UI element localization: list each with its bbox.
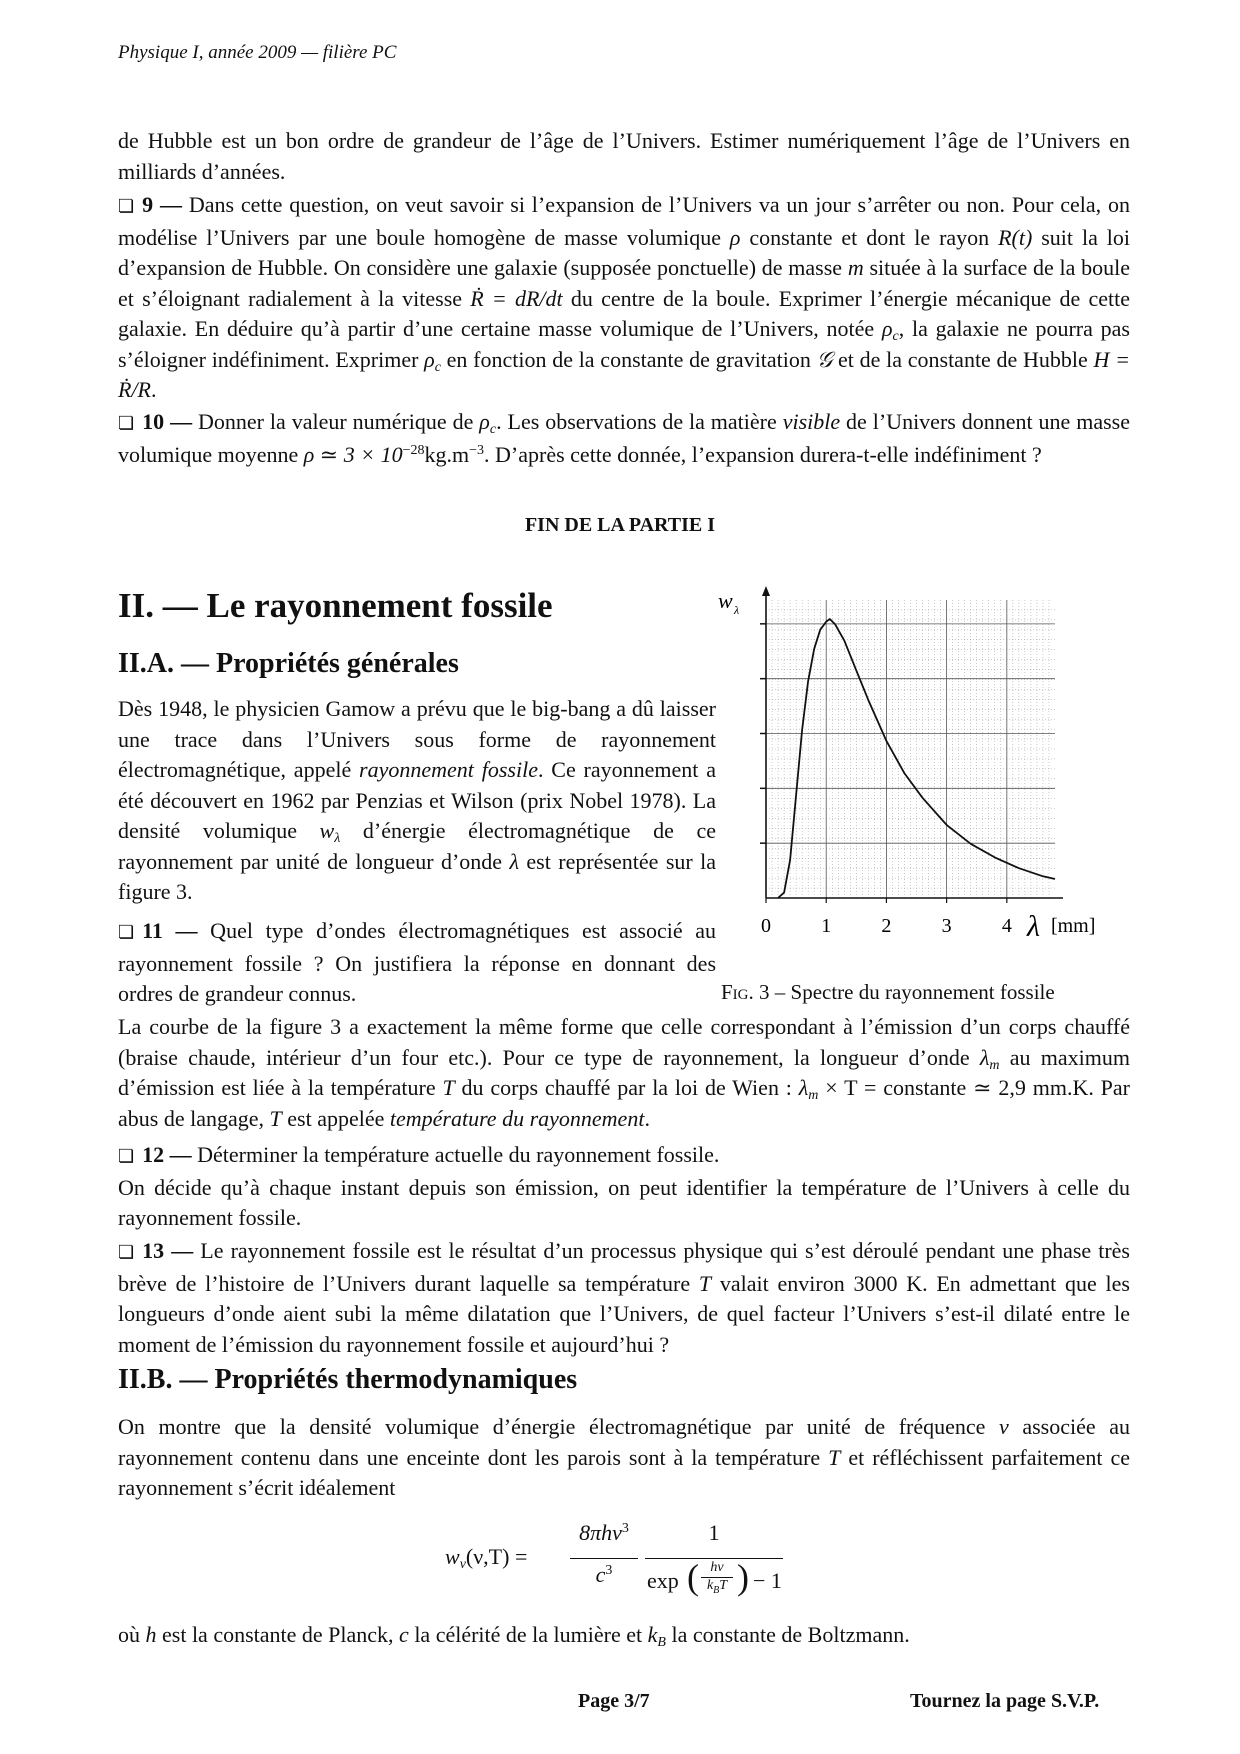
question-number: 11 — xyxy=(142,918,198,943)
question-11: ❏ 11 — Quel type d’ondes électromagnétiques est associé au rayonnement fossile ? On justifiera la réponse en donnant des ordres de grandeur connus. xyxy=(118,918,716,1006)
fraction-bar xyxy=(645,1558,783,1559)
wien-paragraph: La courbe de la figure 3 a exactement la même forme que celle correspondant à l’émission d’un corps chauffé (braise chaude, intérieur d’un four etc.). Pour ce type de rayonnement, la longueur d’onde $\lambda_m$ au maximum d’émission est liée à la température T du corps chauffé par la loi de Wien : $\lambda_m \times T$ = constante ≃ 2,9 mm.K. Par abus de langage, T est appelée température du rayonnement. xyxy=(118,1014,1131,1131)
question-12: ❏ 12 — Déterminer la température actuelle du rayonnement fossile. On décide qu’à chaque instant depuis son émission, on peut identifier la température de l’Univers à celle du rayonnement fossile. xyxy=(118,1142,1130,1230)
planck-formula: $w_\nu(\nu,T)$ = 8πhν$^3$ $c^3$ 1 exp ( hν $k_BT$ ) − 1 xyxy=(445,1520,782,1597)
question-number: 13 — xyxy=(142,1238,194,1263)
x-tick-label: 2 xyxy=(881,915,892,937)
y-axis-label-sub: λ xyxy=(734,603,740,617)
x-axis-label-unit: [mm] xyxy=(1050,915,1096,937)
end-of-part-label: FIN DE LA PARTIE I xyxy=(524,514,716,536)
figure-3 xyxy=(700,580,1130,1000)
gamow-paragraph: Dès 1948, le physicien Gamow a prévu que le big-bang a dû laisser une trace dans l’Univers sous forme de rayonnement électromagnétique, appelé rayonnement fossile. Ce rayonnement a été découvert en 1962 par Penzias et Wilson (prix Nobel 1978). La densité volumique $w_\lambda$ d’énergie électromagnétique de ce rayonnement par unité de longueur d’onde λ est représentée sur la figure 3. xyxy=(118,696,717,904)
intro-paragraph: de Hubble est un bon ordre de grandeur de l’âge de l’Univers. Estimer numériquement l’âge de l’Univers en milliards d’années. xyxy=(118,128,1130,184)
question-checkbox-icon: ❏ xyxy=(118,1146,135,1167)
constants-paragraph: où h est la constante de Planck, c la célérité de la lumière et $k_B$ la constante de Boltzmann. xyxy=(118,1622,910,1650)
y-axis-label: w xyxy=(718,588,733,613)
page-number: Page 3/7 xyxy=(578,1690,650,1712)
question-checkbox-icon: ❏ xyxy=(118,413,135,434)
section-title: II. — Le rayonnement fossile xyxy=(118,586,553,625)
figure-caption: Fig. 3 – Spectre du rayonnement fossile xyxy=(721,980,1055,1004)
question-checkbox-icon: ❏ xyxy=(118,196,135,217)
x-axis-label-symbol: λ xyxy=(1026,910,1040,943)
x-tick-label: 3 xyxy=(941,915,952,937)
question-number: 9 — xyxy=(142,192,182,217)
planck-paragraph: On montre que la densité volumique d’énergie électromagnétique par unité de fréquence ν associée au rayonnement contenu dans une enceinte dont les parois sont à la température T et réfléchissent parfaitement ce rayonnement s’écrit idéalement xyxy=(118,1414,1130,1500)
question-9: ❏ 9 — Dans cette question, on veut savoir si l’expansion de l’Univers va un jour s’arrêter ou non. Pour cela, on modélise l’Univers par une boule homogène de masse volumique ρ constante et dont le rayon R(t) suit la loi d’expansion de Hubble. On considère une galaxie (supposée ponctuelle) de masse m située à la surface de la boule et s’éloignant radialement à la vitesse Ṙ = dR/dt du centre de la boule. Exprimer l’énergie mécanique de cette galaxie. En déduire qu’à partir d’une certaine masse volumique de l’Univers, notée $\rho_c$, la galaxie ne pourra pas s’éloigner indéfiniment. Exprimer $\rho_c$ en fonction de la constante de gravitation 𝒢 et de la constante de Hubble H = Ṙ/R. xyxy=(118,192,1131,402)
spectrum-chart xyxy=(700,580,1130,1000)
running-head: Physique I, année 2009 — filière PC xyxy=(118,42,397,63)
question-number: 12 — xyxy=(142,1142,192,1167)
x-tick-label: 4 xyxy=(1001,915,1012,937)
subsection-a-title: II.A. — Propriétés générales xyxy=(118,648,459,679)
subsection-b-title: II.B. — Propriétés thermodynamiques xyxy=(118,1364,578,1395)
question-checkbox-icon: ❏ xyxy=(118,922,135,943)
x-tick-label: 0 xyxy=(761,915,771,937)
fraction-bar xyxy=(570,1558,638,1559)
question-checkbox-icon: ❏ xyxy=(118,1242,135,1263)
question-number: 10 — xyxy=(142,409,193,434)
x-tick-label: 1 xyxy=(821,915,832,937)
question-10: ❏ 10 — Donner la valeur numérique de $\rho_c$. Les observations de la matière visible de l’Univers donnent une masse volumique moyenne ρ ≃ $3 \times 10^{-28}kg.m^{-3}$. D’après cette donnée, l’expansion durera-t-elle indéfiniment ? xyxy=(118,409,1131,467)
question-13: ❏ 13 — Le rayonnement fossile est le résultat d’un processus physique qui s’est déroulé pendant une phase très brève de l’histoire de l’Univers durant laquelle sa température T valait environ 3000 K. En admettant que les longueurs d’onde aient subi la même dilatation que l’Univers, de quel facteur l’Univers s’est-il dilaté entre le moment de l’émission du rayonnement fossile et aujourd’hui ? xyxy=(118,1238,1130,1357)
turn-page-note: Tournez la page S.V.P. xyxy=(910,1690,1100,1712)
y-axis-arrow xyxy=(762,586,770,596)
